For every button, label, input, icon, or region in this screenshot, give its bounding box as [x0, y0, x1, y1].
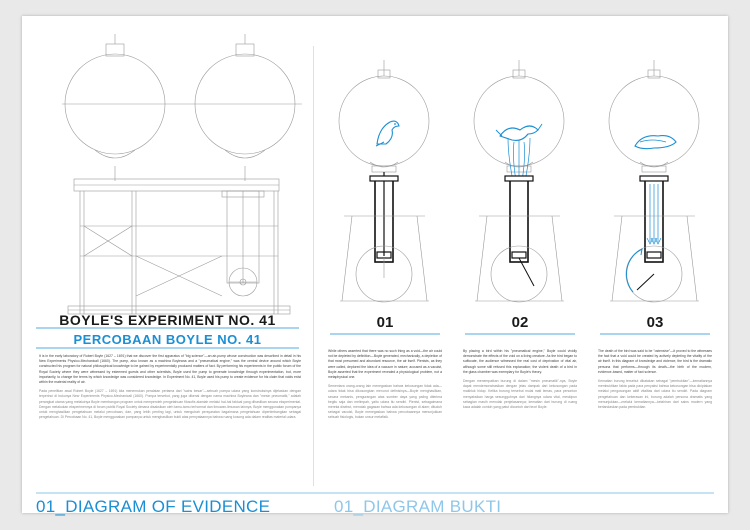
step-03-number: 03 [646, 314, 664, 331]
step-01-text-english: While others asserted that there was no such thing as a void—the air could not be depleted by definition—Boyle generated, mechanically, a depletion of that most presumed and abundant resource, the air itself. Plenists, as they were called, deplored the idea of a vacuum in nature; accused as a vacuist, Boyle asserted that the experiment revealed a physiological problem, not a metaphysical one. [328, 349, 442, 380]
step-03-text-english: The death of the bird was said to be "ostensive"—it proved to the witnesses the fact that a void could be created by actively depleting the vitality of the air itself. In this diagram of knowledge and violence, the bird is the dramatic persona that performs—through its death—the birth of the modern, evidence-based, matter of fact science. [598, 349, 712, 374]
step-02-diagram [474, 60, 564, 302]
title-indonesian: PERCOBAAN BOYLE NO. 41 [73, 332, 262, 347]
step-03-dead-bird-icon [635, 136, 676, 149]
step-02-text-indonesian: Dengan menempatkan burung di dalam "mesin pneumatik"-nya, Boyle dapat mendemonstrasikan dengan jelas dampak dari kekosongan pada makhluk hidup. Ketika burung tersebut mulai mati lemas, para penonton menyaksikan harga sesungguhnya dari hilangnya udara vital, meskipun sebagian masih menolak penjelasannya; kematian dari burung di ruang kaca adalah contoh yang patut dicontoh dari teori Boyle. [463, 379, 577, 410]
footer-title-indonesian [334, 497, 501, 517]
intro-paragraph-indonesian: Pada penelitian awal Robert Boyle (1627 – 1691) kita menemukan peralatan pertama dari "sains besar"—sebuah pompa udara yang konstruksinya dijelaskan dengan terperinci di bukunya New Experiments Physico-Mechanicall (1660). Pompa tersebut, yang juga dikenal dengan nama machina Boyleana dan "mesin pneumatik," adalah perangkat utama yang melaluinya Boyle membangun program untuk memperoleh pengetahuan filosofis alamiah melalui hal-hal faktual yang dihasilkan secara eksperimental. Dengan melakukan eksperimennya di forum publik Royal Society dimana disaksikan oleh tamu-tamu terhormat dan ilmuwan-ilmuwan lainnya, Boyle menggunakan pompanya untuk menghasilkan pengetahuan melalui percobaan, dan, yang lebih penting lagi, untuk mengubah persyaratan bagaimana pengetahuan dipertimbangkan sebagai pengetahuan. Di Percobaan No. 41, Boyle menggunakan pompanya untuk menghasilkan bukti atas pernyataannya bahwa ruang kosong ada dalam realitas material udara. [39, 389, 301, 420]
column-divider [313, 46, 314, 486]
poster-sheet [22, 16, 728, 516]
step-03-diagram [609, 60, 699, 302]
step-03-text [598, 349, 712, 414]
step-02-airflow-lines [508, 138, 530, 181]
step-02-text-english: By placing a bird within his "pneumatical engine," Boyle could vividly demonstrate the effects of the void on a living creature. As the bird began to suffocate, the audience witnessed the real cost of deprivation of vital air, although some still refused this explanation; the violent death of a bird in the glass chamber was exemplary for Boyle's theory. [463, 349, 577, 374]
step-03-crank-rotation-arrow [626, 249, 642, 292]
step-02-text [463, 349, 577, 414]
intro-paragraph-english: It is in the early laboratory of Robert Boyle (1627 – 1691) that we discover the first apparatus of "big science"—an air-pump whose construction was described in detail in his New Experiments Physico-Mechanicall (1660). The pump, also known as a machina Boyleana and a "pneumatical engine," was the central device around which Boyle constructed his program for natural philosophical knowledge to be gained by experimentally produced matters of fact. By performing his experiments in the public forum of the Royal Society where they were witnessed by esteemed guests and other scientists, Boyle used the pump to generate knowledge through experimentation, but, more importantly, to change the terms by which knowledge was considered knowledge. In Experiment No. 41, Boyle used his pump to create evidence for his claim that voids exist within the material reality of air. [39, 354, 301, 385]
footer-text-indonesian: _DIAGRAM BUKTI [353, 497, 502, 516]
footer-text-english: _DIAGRAM OF EVIDENCE [55, 497, 271, 516]
air-pump-elevation-drawing [62, 34, 302, 314]
step-01-globe [339, 76, 429, 166]
step-02-number: 02 [511, 314, 529, 331]
step-01-text-indonesian: Sementara orang-orang lain menegaskan bahwa kekosongan tidak ada—udara tidak bisa dikosongkan menurut definisinya—Boyle menghasilkan, secara mekanis, pengurangan atas sumber daya yang paling diterima begitu saja dan melimpah, yaitu udara itu sendiri. Plenist, sebagaimana mereka disebut, menolak gagasan bahwa ada kekosongan di alam; dituduh sebagai vacuist, Boyle menegaskan bahwa percobaannya menunjukkan sebuah fisiologis, bukan unsur metafisik. [328, 384, 442, 420]
step-03-globe [609, 76, 699, 166]
step-03-text-indonesian: Kematian burung tersebut dikatakan sebagai "pembuktian"—kematiannya membuktikan fakta pada para penyaksi bahwa kekosongan bisa diciptakan melalui pengosongan aktif vitalitas dari udara itu sendiri. Pada diagram pengetahuan dan kekerasan ini, burung adalah persona dramatis yang menunjukkan—melalui kematiannya—kelahiran dari sains modern yang berlandaskan pada pembuktian. [598, 379, 712, 410]
step-03-evacuation-arrows [647, 184, 661, 244]
step-01-number: 01 [376, 314, 394, 331]
step-01-text [328, 349, 442, 425]
footer-number-indonesian: 01 [334, 497, 354, 516]
step-02-bird-icon [500, 126, 538, 140]
footer-number-english: 01 [36, 497, 56, 516]
diagram-artwork [22, 16, 728, 513]
intro-text [39, 354, 301, 424]
footer-title-english [36, 497, 270, 517]
step-02-barrel [510, 178, 528, 262]
step-01-diagram [339, 60, 429, 302]
title-english: BOYLE'S EXPERIMENT NO. 41 [59, 312, 276, 328]
